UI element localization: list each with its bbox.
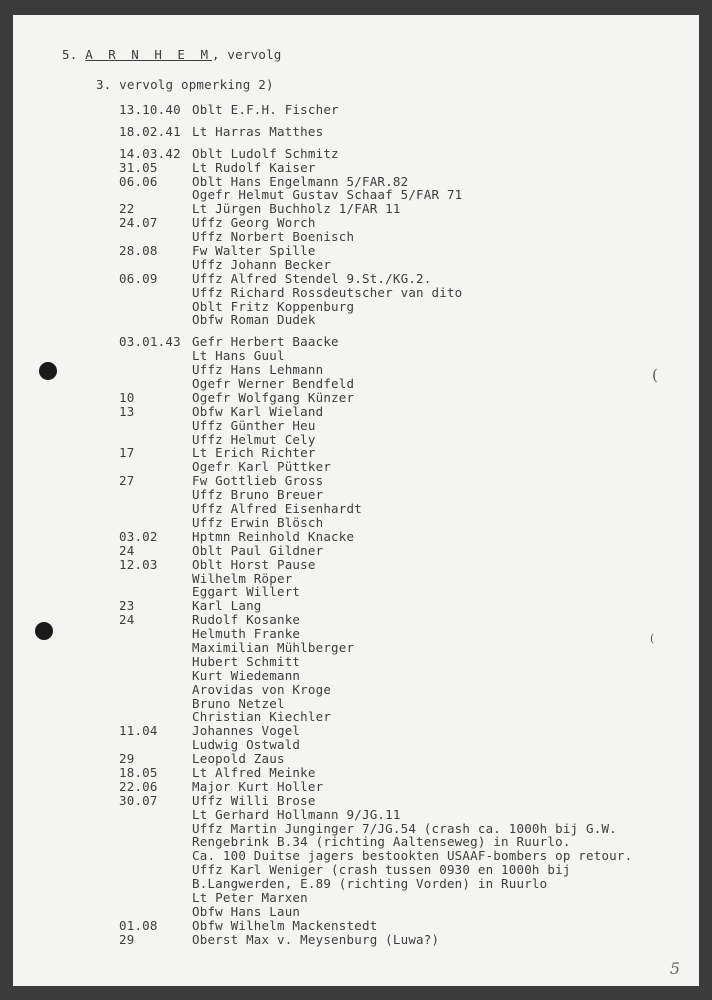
entry-name: Lt Erich Richter xyxy=(192,445,316,461)
entry-date: 17 xyxy=(119,445,135,461)
entry-date: 10 xyxy=(119,389,135,405)
entry-name: Ogefr Helmut Gustav Schaaf 5/FAR 71 xyxy=(192,187,463,203)
entry-name: Oblt E.F.H. Fischer xyxy=(192,102,339,117)
list-item xyxy=(119,710,679,724)
list-item xyxy=(119,300,679,314)
list-item xyxy=(119,724,679,738)
list-item xyxy=(119,502,679,516)
entry-name: Ogefr Wolfgang Künzer xyxy=(192,389,355,405)
entry-name: Major Kurt Holler xyxy=(192,778,324,794)
entry-name: Fw Walter Spille xyxy=(192,243,316,259)
entry-name: Obfw Wilhelm Mackenstedt xyxy=(192,917,378,933)
entry-name: Obfw Karl Wieland xyxy=(192,403,324,419)
entry-name: Uffz Willi Brose xyxy=(192,792,316,808)
list-item xyxy=(119,216,679,230)
entry-name: Lt Alfred Meinke xyxy=(192,764,316,780)
list-item xyxy=(119,794,679,808)
entry-name: Ludwig Ostwald xyxy=(192,737,301,753)
entry-name: Oblt Hans Engelmann 5/FAR.82 xyxy=(192,173,409,189)
entry-name: Uffz Erwin Blösch xyxy=(192,514,324,530)
entry-name: Uffz Johann Becker xyxy=(192,256,332,272)
entry-date: 11.04 xyxy=(119,723,158,739)
list-item xyxy=(119,147,679,161)
list-item xyxy=(119,919,679,933)
entry-name: Uffz Günther Heu xyxy=(192,417,316,433)
list-item xyxy=(119,641,679,655)
entry-name: Karl Lang xyxy=(192,598,262,614)
punch-hole xyxy=(35,622,53,640)
list-item xyxy=(119,349,679,363)
list-item xyxy=(119,488,679,502)
margin-mark: ( xyxy=(652,366,658,384)
entry-name: Bruno Netzel xyxy=(192,695,285,711)
list-item xyxy=(119,822,679,836)
list-item xyxy=(119,103,679,117)
page-number: 5 xyxy=(669,959,680,978)
entry-date: 24 xyxy=(119,542,135,558)
list-item xyxy=(119,849,679,863)
list-item xyxy=(119,669,679,683)
entry-name: Ogefr Werner Bendfeld xyxy=(192,376,355,392)
list-item xyxy=(119,863,679,877)
entry-name: Hptmn Reinhold Knacke xyxy=(192,528,355,544)
list-item xyxy=(119,808,679,822)
entry-name: Oblt Ludolf Schmitz xyxy=(192,145,339,161)
entry-date: 31.05 xyxy=(119,159,158,175)
list-item xyxy=(119,175,679,189)
entry-name: Uffz Martin Junginger 7/JG.54 (crash ca. 1000h bij G.W. xyxy=(192,820,617,836)
list-item xyxy=(119,877,679,891)
list-item xyxy=(119,125,679,139)
entry-name: Oblt Horst Pause xyxy=(192,556,316,572)
entry-name: Uffz Helmut Cely xyxy=(192,431,316,447)
list-item xyxy=(119,516,679,530)
entry-name: Leopold Zaus xyxy=(192,751,285,767)
entry-name: Ca. 100 Duitse jagers bestookten USAAF-bombers op retour. xyxy=(192,848,633,864)
list-item xyxy=(119,780,679,794)
subheading: 3. vervolg opmerking 2) xyxy=(96,77,274,92)
entry-date: 01.08 xyxy=(119,917,158,933)
list-item xyxy=(119,377,679,391)
list-item xyxy=(119,188,679,202)
entry-name: Oberst Max v. Meysenburg (Luwa?) xyxy=(192,931,440,947)
entry-name: Uffz Norbert Boenisch xyxy=(192,229,355,245)
entry-name: Ogefr Karl Püttker xyxy=(192,459,332,475)
list-item xyxy=(119,202,679,216)
margin-mark: ( xyxy=(650,632,655,645)
list-item xyxy=(119,599,679,613)
entry-date: 03.01.43 xyxy=(119,334,181,350)
entry-name: Eggart Willert xyxy=(192,584,301,600)
entry-date: 30.07 xyxy=(119,792,158,808)
entry-name: Arovidas von Kroge xyxy=(192,681,332,697)
list-item xyxy=(119,655,679,669)
entry-name: Johannes Vogel xyxy=(192,723,301,739)
entry-name: B.Langwerden, E.89 (richting Vorden) in Ruurlo xyxy=(192,876,548,892)
entry-name: Obfw Roman Dudek xyxy=(192,312,316,328)
entry-date: 23 xyxy=(119,598,135,614)
entry-date: 22.06 xyxy=(119,778,158,794)
entry-name: Lt Harras Matthes xyxy=(192,123,324,139)
list-item xyxy=(119,558,679,572)
entry-name: Uffz Hans Lehmann xyxy=(192,362,324,378)
list-item xyxy=(119,613,679,627)
entry-name: Uffz Alfred Eisenhardt xyxy=(192,501,362,517)
list-item xyxy=(119,835,679,849)
list-item xyxy=(119,905,679,919)
entry-date: 18.02.41 xyxy=(119,123,181,139)
list-item xyxy=(119,363,679,377)
entry-name: Lt Jürgen Buchholz 1/FAR 11 xyxy=(192,201,401,217)
list-item xyxy=(119,230,679,244)
list-item xyxy=(119,474,679,488)
entry-date: 18.05 xyxy=(119,764,158,780)
entry-name: Helmuth Franke xyxy=(192,626,301,642)
entry-name: Uffz Alfred Stendel 9.St./KG.2. xyxy=(192,270,432,286)
casualty-list xyxy=(119,103,679,947)
list-item xyxy=(119,286,679,300)
section-suffix: , vervolg xyxy=(211,47,282,62)
entry-date: 13.10.40 xyxy=(119,102,181,117)
punch-hole xyxy=(39,362,57,380)
entry-name: Lt Peter Marxen xyxy=(192,889,308,905)
list-item xyxy=(119,585,679,599)
section-heading xyxy=(62,47,282,62)
entry-name: Christian Kiechler xyxy=(192,709,332,725)
entry-date: 29 xyxy=(119,931,135,947)
entry-name: Gefr Herbert Baacke xyxy=(192,334,339,350)
entry-name: Rengebrink B.34 (richting Aaltenseweg) in Ruurlo. xyxy=(192,834,571,850)
entry-name: Lt Hans Guul xyxy=(192,348,285,364)
list-item xyxy=(119,683,679,697)
entry-name: Uffz Richard Rossdeutscher van dito xyxy=(192,284,463,300)
entry-date: 03.02 xyxy=(119,528,158,544)
list-item xyxy=(119,933,679,947)
entry-name: Oblt Paul Gildner xyxy=(192,542,324,558)
entry-name: Wilhelm Röper xyxy=(192,570,293,586)
list-item xyxy=(119,161,679,175)
list-item xyxy=(119,544,679,558)
list-item xyxy=(119,738,679,752)
entry-name: Lt Rudolf Kaiser xyxy=(192,159,316,175)
list-item xyxy=(119,572,679,586)
entry-name: Fw Gottlieb Gross xyxy=(192,473,324,489)
entry-name: Lt Gerhard Hollmann 9/JG.11 xyxy=(192,806,401,822)
entry-date: 12.03 xyxy=(119,556,158,572)
entry-date: 22 xyxy=(119,201,135,217)
entry-name: Uffz Bruno Breuer xyxy=(192,487,324,503)
entry-date: 13 xyxy=(119,403,135,419)
list-item xyxy=(119,391,679,405)
list-item xyxy=(119,627,679,641)
entry-name: Uffz Georg Worch xyxy=(192,215,316,231)
entry-name: Oblt Fritz Koppenburg xyxy=(192,298,355,314)
list-item xyxy=(119,766,679,780)
list-item xyxy=(119,460,679,474)
list-item xyxy=(119,335,679,349)
list-item xyxy=(119,405,679,419)
entry-date: 28.08 xyxy=(119,243,158,259)
list-item xyxy=(119,433,679,447)
list-item xyxy=(119,752,679,766)
list-item xyxy=(119,697,679,711)
entry-name: Hubert Schmitt xyxy=(192,653,301,669)
entry-date: 29 xyxy=(119,751,135,767)
entry-date: 06.06 xyxy=(119,173,158,189)
entry-name: Rudolf Kosanke xyxy=(192,612,301,628)
section-place: A R N H E M xyxy=(85,47,212,62)
section-number: 5. xyxy=(62,47,78,62)
list-item xyxy=(119,446,679,460)
list-item xyxy=(119,272,679,286)
entry-date: 24 xyxy=(119,612,135,628)
entry-name: Uffz Karl Weniger (crash tussen 0930 en 1000h bij xyxy=(192,862,571,878)
list-item xyxy=(119,891,679,905)
list-item xyxy=(119,244,679,258)
entry-name: Kurt Wiedemann xyxy=(192,667,301,683)
list-item xyxy=(119,530,679,544)
entry-date: 14.03.42 xyxy=(119,145,181,161)
entry-date: 24.07 xyxy=(119,215,158,231)
list-item xyxy=(119,258,679,272)
list-item xyxy=(119,313,679,327)
list-item xyxy=(119,419,679,433)
entry-date: 06.09 xyxy=(119,270,158,286)
entry-name: Maximilian Mühlberger xyxy=(192,639,355,655)
entry-name: Obfw Hans Laun xyxy=(192,903,301,919)
entry-date: 27 xyxy=(119,473,135,489)
